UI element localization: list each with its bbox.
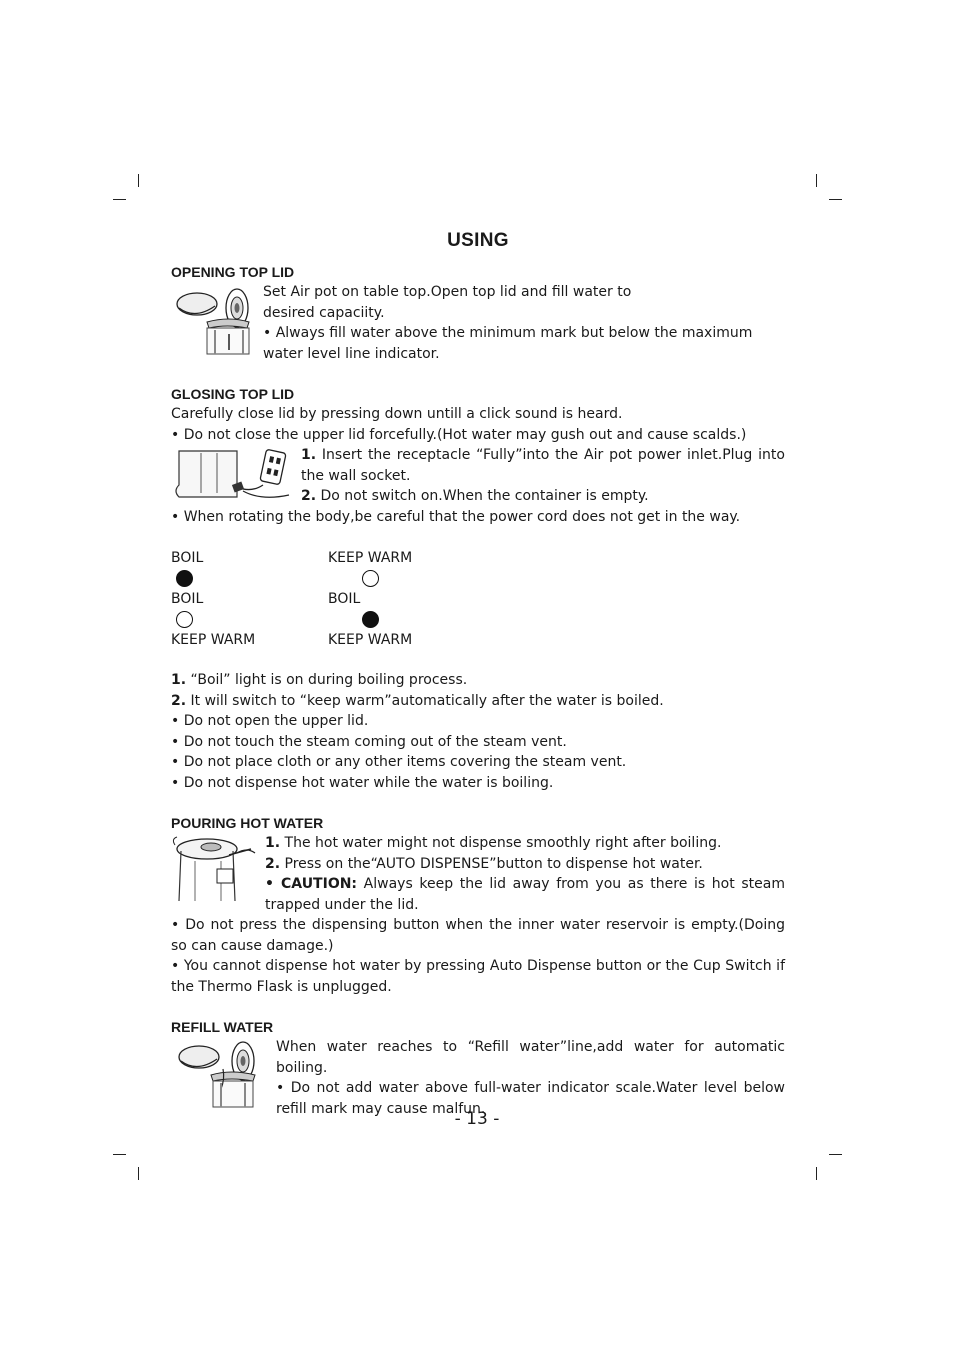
step2-number: 2. bbox=[301, 488, 317, 504]
boil-light-off-indicator bbox=[362, 570, 379, 587]
pouring-bullet1: • Do not press the dispensing button when the inner water reservoir is empty.(Doing so can cause damage.) bbox=[171, 917, 785, 954]
airpot-dispense-illustration bbox=[171, 835, 259, 905]
airpot-refill-illustration bbox=[171, 1039, 267, 1109]
crop-mark bbox=[113, 199, 126, 200]
crop-mark bbox=[816, 174, 817, 187]
closing-bullet1: • Do not close the upper lid forcefully.(Hot water may gush out and cause scalds.) bbox=[171, 426, 747, 443]
opening-line2: desired capaciity. bbox=[263, 304, 385, 321]
light-label: KEEP WARM bbox=[171, 632, 256, 648]
note2-text: It will switch to “keep warm”automatically after the water is boiled. bbox=[186, 692, 664, 709]
pour-step2-text: Press on the“AUTO DISPENSE”button to dispense hot water. bbox=[280, 855, 703, 872]
note-bullet: • Do not place cloth or any other items covering the steam vent. bbox=[171, 754, 627, 770]
pouring-heading: POURING HOT WATER bbox=[171, 815, 324, 831]
refill-text bbox=[267, 1037, 785, 1119]
light-label: BOIL bbox=[171, 550, 204, 566]
refill-heading: REFILL WATER bbox=[171, 1019, 274, 1035]
step1-text: Insert the receptacle “Fully”into the Air pot power inlet.Plug into the wall socket. bbox=[301, 447, 785, 484]
pouring-section bbox=[171, 833, 785, 915]
caution-label: • CAUTION: bbox=[265, 876, 358, 892]
closing-line1: Carefully close lid by pressing down untill a click sound is heard. bbox=[171, 406, 623, 422]
opening-text bbox=[257, 282, 785, 364]
closing-steps bbox=[293, 445, 785, 507]
note2-number: 2. bbox=[171, 692, 187, 709]
page-title: USING bbox=[447, 230, 509, 251]
note-bullet: • Do not dispense hot water while the water is boiling. bbox=[171, 774, 554, 791]
crop-mark bbox=[113, 1154, 126, 1155]
note1-number: 1. bbox=[171, 672, 187, 688]
keep-warm-light-on-indicator bbox=[362, 611, 379, 628]
closing-plug-section bbox=[171, 445, 785, 507]
airpot-open-lid-illustration bbox=[171, 284, 257, 356]
note-bullet: • Do not touch the steam coming out of the steam vent. bbox=[171, 733, 567, 750]
crop-mark bbox=[829, 1154, 842, 1155]
refill-line1: When water reaches to “Refill water”line,add water for automatic boiling. bbox=[276, 1039, 785, 1076]
note-bullet: • Do not open the upper lid. bbox=[171, 713, 369, 729]
light-label: BOIL bbox=[328, 591, 361, 607]
page-number: - 13 - bbox=[454, 1109, 500, 1129]
light-label: KEEP WARM bbox=[328, 632, 413, 648]
light-label: BOIL bbox=[171, 591, 204, 607]
opening-bullet: • Always fill water above the minimum mark but below the maximum water level line indicator. bbox=[263, 325, 753, 362]
crop-mark bbox=[138, 1167, 139, 1180]
pour-step1-number: 1. bbox=[265, 835, 281, 851]
pour-step2-number: 2. bbox=[265, 855, 281, 872]
pour-step1-text: The hot water might not dispense smoothly right after boiling. bbox=[280, 835, 722, 851]
step1-number: 1. bbox=[301, 447, 317, 463]
closing-bullet2: • When rotating the body,be careful that the power cord does not get in the way. bbox=[171, 508, 741, 525]
indicator-lights-diagram bbox=[171, 548, 785, 650]
refill-section bbox=[171, 1037, 785, 1119]
pouring-steps bbox=[259, 833, 785, 915]
light-label: KEEP WARM bbox=[328, 550, 413, 566]
opening-heading: OPENING TOP LID bbox=[171, 264, 295, 280]
keep-warm-light-off-indicator bbox=[176, 611, 193, 628]
crop-mark bbox=[829, 199, 842, 200]
pouring-bullet2: • You cannot dispense hot water by pressing Auto Dispense button or the Cup Switch if the Thermo Flask is unplugged. bbox=[171, 958, 785, 995]
crop-mark bbox=[816, 1167, 817, 1180]
crop-mark bbox=[138, 174, 139, 187]
page-content bbox=[171, 228, 785, 1119]
opening-line1: Set Air pot on table top.Open top lid and fill water to bbox=[263, 284, 632, 300]
note1-text: “Boil” light is on during boiling process. bbox=[186, 672, 468, 688]
caution-text: Always keep the lid away from you as there is hot steam trapped under the lid. bbox=[265, 876, 785, 913]
power-plug-illustration bbox=[171, 447, 293, 505]
refill-bullet: • Do not add water above full-water indicator scale.Water level below refill mark may cause malfun. bbox=[276, 1080, 785, 1117]
opening-section bbox=[171, 282, 785, 364]
boil-light-on-indicator bbox=[176, 570, 193, 587]
closing-heading: GLOSING TOP LID bbox=[171, 386, 295, 402]
step2-text: Do not switch on.When the container is empty. bbox=[316, 488, 649, 504]
